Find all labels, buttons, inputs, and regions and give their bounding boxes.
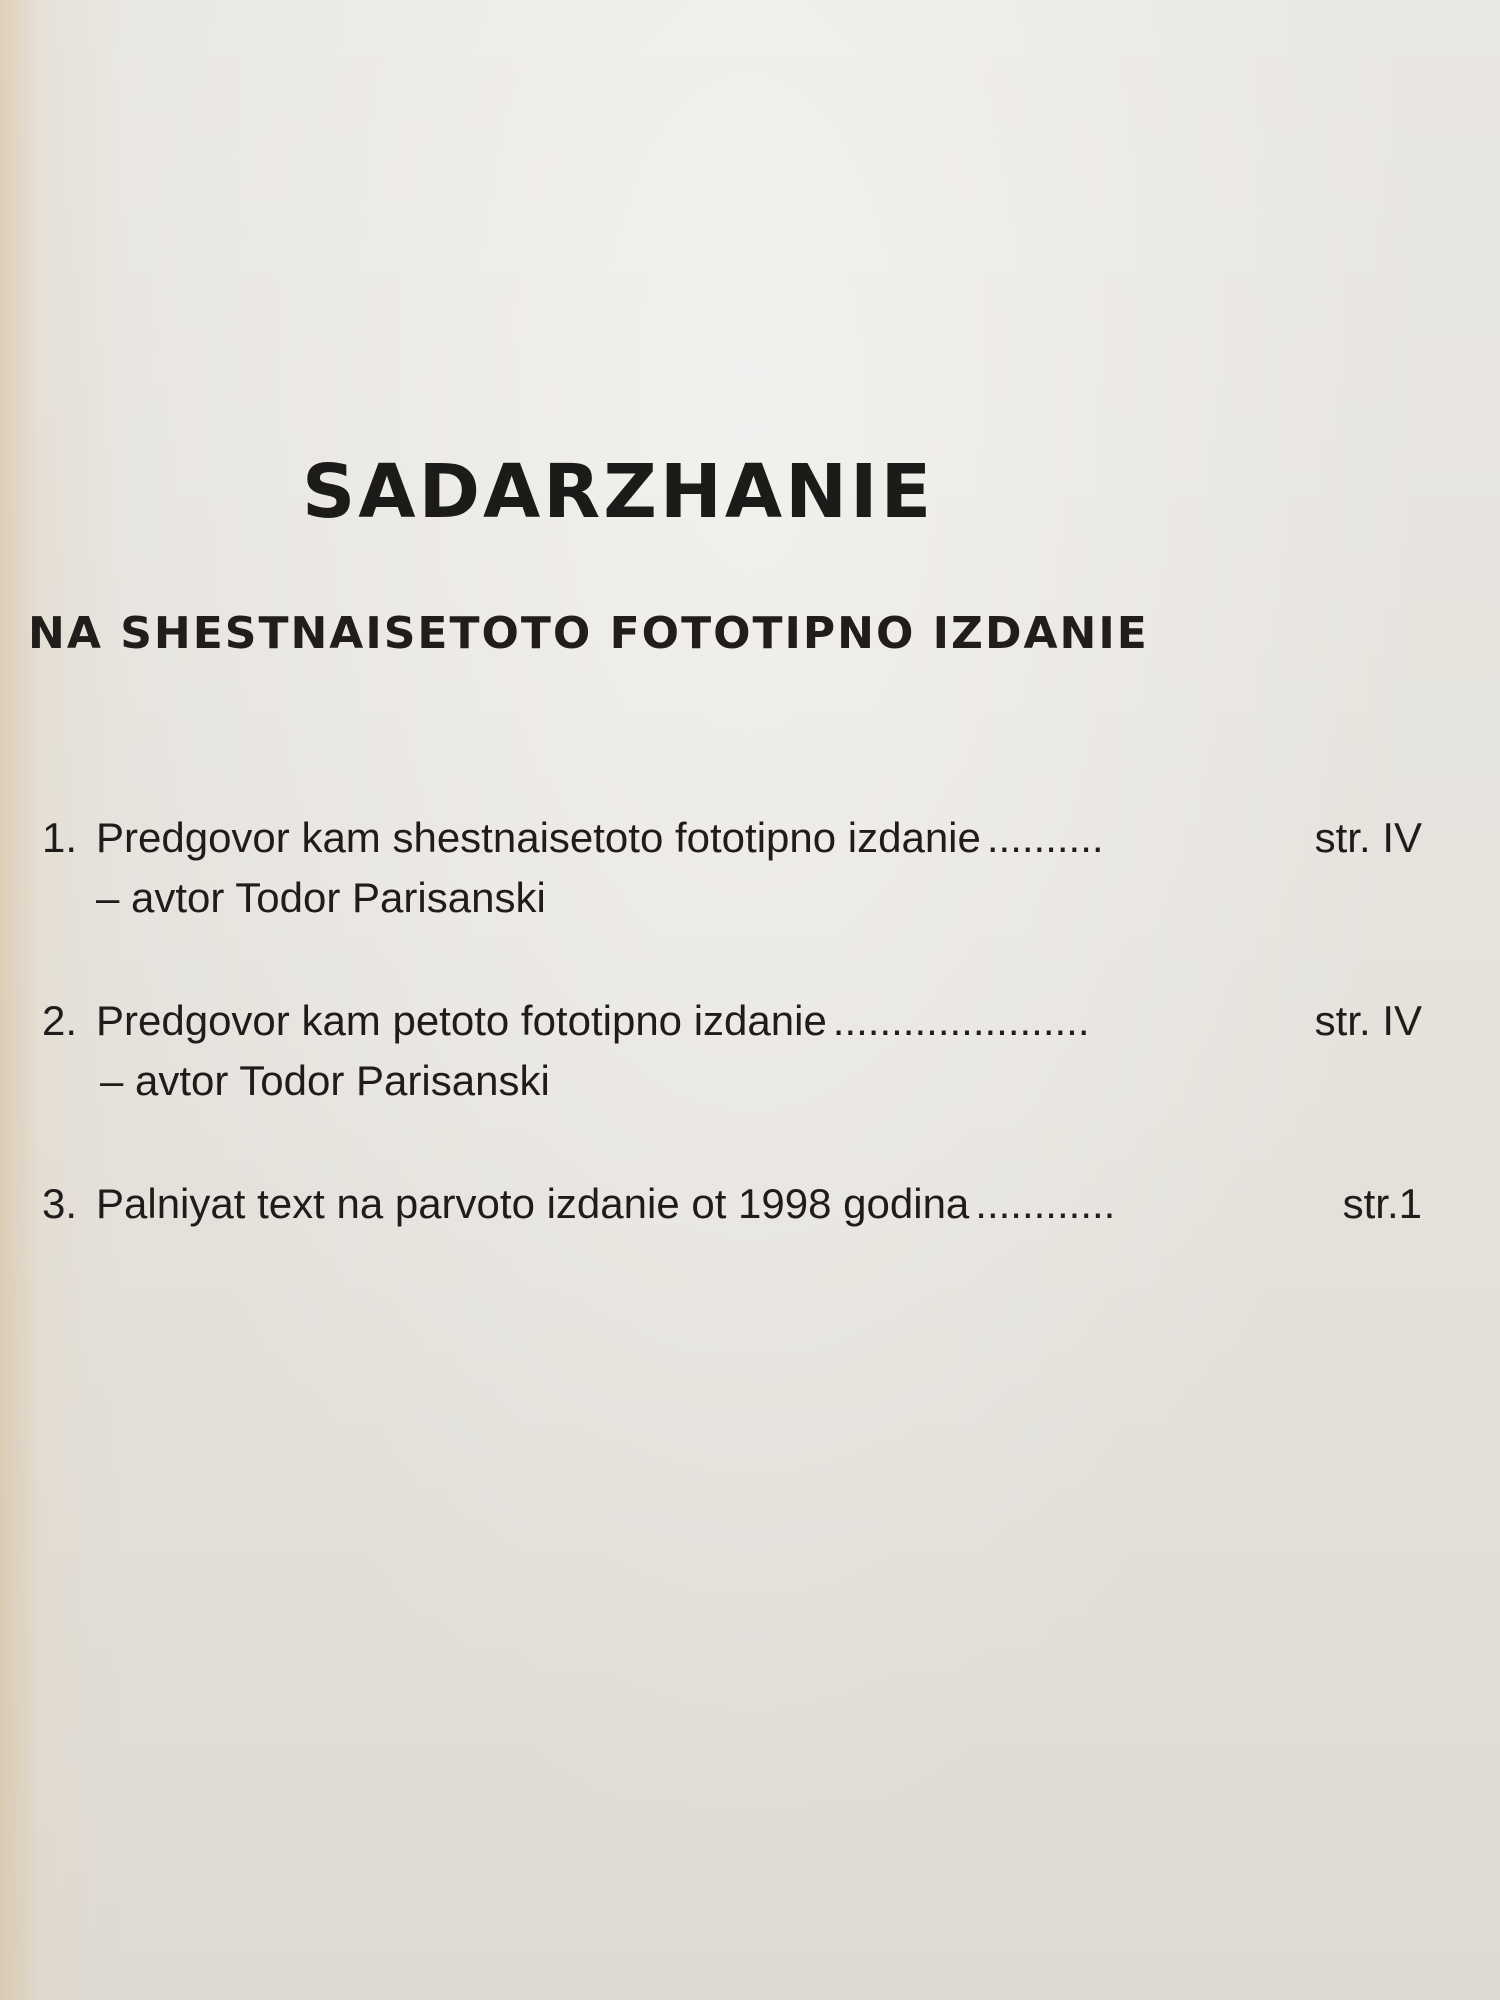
toc-entry-page: str.1 [1342, 1180, 1422, 1227]
toc-entry-line [42, 991, 1422, 1051]
toc-entry-2 [42, 991, 1422, 1111]
toc-entry-3 [42, 1174, 1422, 1234]
dot-leader: ............ [975, 1180, 1116, 1227]
table-of-contents [42, 808, 1422, 1297]
toc-entry-number: 3. [42, 1180, 78, 1227]
toc-entry-title: Predgovor kam petoto fototipno izdanie [96, 997, 827, 1044]
toc-entry-title: Palniyat text na parvoto izdanie ot 1998 godina [96, 1180, 970, 1227]
toc-entry-1 [42, 808, 1422, 928]
toc-entry-line [42, 1174, 1422, 1234]
toc-entry-number: 1. [42, 814, 78, 861]
page-subtitle: NA SHESTNAISETOTO FOTOTIPNO IZDANIE [28, 608, 1149, 659]
toc-entry-number: 2. [42, 997, 78, 1044]
toc-entry-page: str. IV [1314, 814, 1422, 861]
dot-leader: ...................... [832, 997, 1090, 1044]
toc-entry-line [42, 808, 1422, 868]
toc-entry-page: str. IV [1314, 997, 1422, 1044]
toc-entry-author: – avtor Todor Parisanski [100, 1057, 550, 1104]
page-title: SADARZHANIE [302, 449, 935, 535]
dot-leader: .......... [986, 814, 1104, 861]
toc-entry-title: Predgovor kam shestnaisetoto fototipno izdanie [96, 814, 981, 861]
toc-entry-author: – avtor Todor Parisanski [96, 874, 546, 921]
